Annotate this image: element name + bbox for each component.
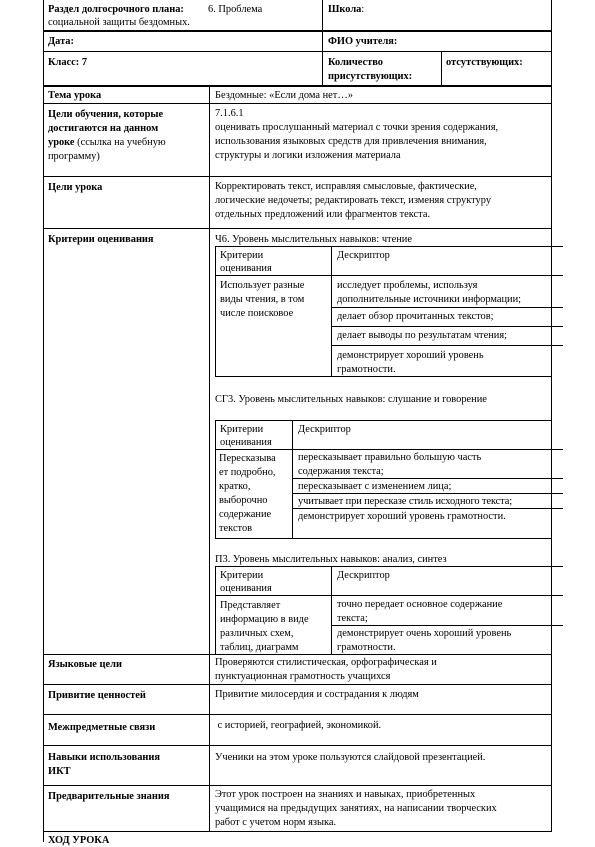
block1-descriptor: делает выводы по результатам чтения; xyxy=(337,330,507,341)
goals-line: логические недочеты; редактировать текст, изменяя структуру xyxy=(215,195,492,206)
block1-head-descriptor: Дескриптор xyxy=(337,250,390,261)
block1-descriptor: грамотности. xyxy=(337,364,396,375)
prior-knowledge-line: Этот урок построен на знаниях и навыках, приобретенных xyxy=(215,789,476,800)
lesson-flow-heading: ХОД УРОКА xyxy=(48,835,110,846)
block1-head-criteria-line2: оценивания xyxy=(220,263,272,274)
block2-criterion: кратко, xyxy=(219,481,251,492)
present-label-line2: присутствующих: xyxy=(328,71,413,82)
block2-criterion: выборочно xyxy=(219,495,268,506)
objectives-label: Цели обучения, которые xyxy=(48,109,164,120)
block3-descriptor: точно передает основное содержание xyxy=(337,599,503,610)
block3-title: П3. Уровень мыслительных навыков: анализ, синтез xyxy=(215,554,447,565)
goals-line: Корректировать текст, исправляя смысловые, фактические, xyxy=(215,181,477,192)
block3-criterion: различных схем, xyxy=(220,628,294,639)
block1-title: Ч6. Уровень мыслительных навыков: чтение xyxy=(215,234,412,245)
goals-label: Цели урока xyxy=(48,182,103,193)
block2-criterion: содержание xyxy=(219,509,272,520)
objectives-label-line3: уроке (ссылка на учебную xyxy=(48,137,166,148)
language-goals-line: пунктуационная грамотность учащихся xyxy=(215,671,391,682)
block3-head-criteria-line2: оценивания xyxy=(220,583,272,594)
cross-links-value: с историей, географией, экономикой. xyxy=(215,720,382,731)
ict-value: Ученики на этом уроке пользуются слайдовой презентацией. xyxy=(215,752,486,763)
goals-line: отдельных предложений или фрагментов текста. xyxy=(215,209,431,220)
language-goals-label: Языковые цели xyxy=(48,659,122,670)
block2-descriptor: пересказывает правильно большую часть xyxy=(298,452,482,463)
block1-descriptor: демонстрирует хороший уровень xyxy=(337,350,484,361)
present-label: Количество xyxy=(328,57,383,68)
block2-descriptor: демонстрирует хороший уровень грамотности. xyxy=(298,511,506,522)
ict-label-line2: ИКТ xyxy=(48,766,71,777)
block3-criterion: информацию в виде xyxy=(220,614,309,625)
criteria-label: Критерии оценивания xyxy=(48,234,154,245)
block2-title: СГ3. Уровень мыслительных навыков: слушание и говорение xyxy=(215,394,487,405)
section-label: Раздел долгосрочного плана: xyxy=(48,4,184,15)
objectives-label-line4: программу) xyxy=(48,151,100,162)
block3-head-criteria: Критерии xyxy=(220,570,264,581)
topic-label: Тема урока xyxy=(48,90,102,101)
topic-value: Бездомные: «Если дома нет…» xyxy=(215,90,353,101)
block2-descriptor: содержания текста; xyxy=(298,466,384,477)
block3-criterion: Представляет xyxy=(220,600,281,611)
prior-knowledge-line: учащимися на предыдущих занятиях, на написании творческих xyxy=(215,803,497,814)
block3-head-descriptor: Дескриптор xyxy=(337,570,390,581)
block2-head-descriptor: Дескриптор xyxy=(298,424,351,435)
prior-knowledge-label: Предварительные знания xyxy=(48,791,170,802)
school-field: Школа: xyxy=(328,4,365,15)
teacher-label: ФИО учителя: xyxy=(328,36,398,47)
prior-knowledge-line: работ с учетом норм языка. xyxy=(215,817,337,828)
block2-criterion: ет подробно, xyxy=(219,467,276,478)
ict-label: Навыки использования xyxy=(48,752,160,763)
block2-descriptor: учитывает при пересказе стиль исходного текста; xyxy=(298,496,513,507)
block3-descriptor: текста; xyxy=(337,613,368,624)
values-label: Привитие ценностей xyxy=(48,690,146,701)
block1-descriptor: дополнительные источники информации; xyxy=(337,294,522,305)
block2-criterion: текстов xyxy=(219,523,253,534)
objective-code: 7.1.6.1 xyxy=(215,108,244,119)
language-goals-line: Проверяются стилистическая, орфографическая и xyxy=(215,657,437,668)
cross-links-label: Межпредметные связи xyxy=(48,722,156,733)
block3-descriptor: грамотности. xyxy=(337,642,396,653)
section-value: 6. Проблема xyxy=(208,4,263,15)
values-value: Привитие милосердия и сострадания к людям xyxy=(215,689,419,700)
block3-descriptor: демонстрирует очень хороший уровень xyxy=(337,628,512,639)
section-value-line2: социальной защиты бездомных. xyxy=(48,17,190,28)
block1-criterion: виды чтения, в том xyxy=(220,294,305,305)
block2-criterion: Пересказыва xyxy=(219,453,276,464)
block1-descriptor: делает обзор прочитанных текстов; xyxy=(337,311,494,322)
objective-line: оценивать прослушанный материал с точки зрения содержания, xyxy=(215,122,499,133)
objectives-label-line2: достигаются на данном xyxy=(48,123,159,134)
block1-criterion: числе поисковое xyxy=(220,308,294,319)
block2-descriptor: пересказывает с изменением лица; xyxy=(298,481,452,492)
absent-label: отсутствующих: xyxy=(446,57,523,68)
block3-criterion: таблиц, диаграмм xyxy=(220,642,299,653)
objective-line: использования языковых средств для привлечения внимания, xyxy=(215,136,487,147)
block1-descriptor: исследует проблемы, используя xyxy=(337,280,478,291)
block2-head-criteria-line2: оценивания xyxy=(220,437,272,448)
block2-head-criteria: Критерии xyxy=(220,424,264,435)
class-label: Класс: 7 xyxy=(48,57,88,68)
date-label: Дата: xyxy=(48,36,74,47)
block1-head-criteria: Критерии xyxy=(220,250,264,261)
block1-criterion: Использует разные xyxy=(220,280,305,291)
objective-line: структуры и логики изложения материала xyxy=(215,150,401,161)
